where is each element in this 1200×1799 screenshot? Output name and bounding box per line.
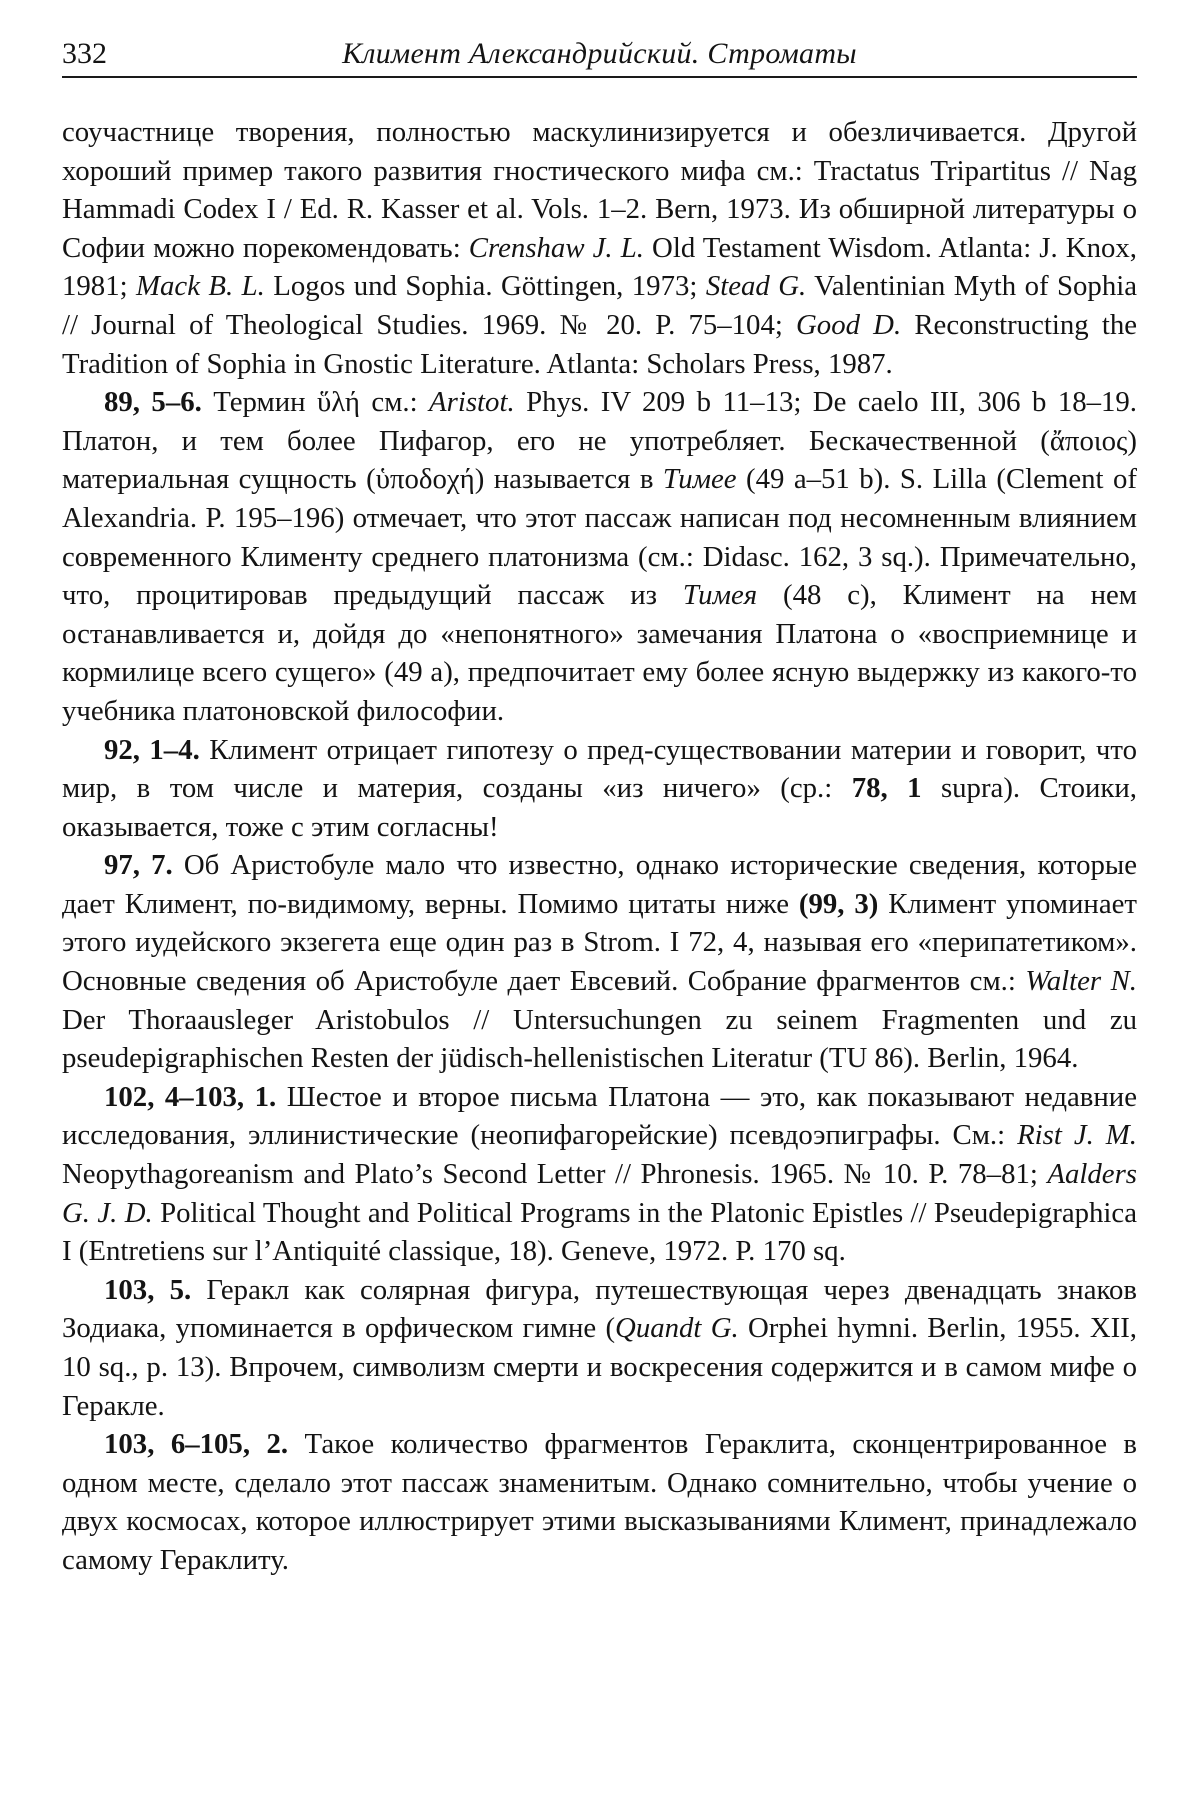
page-header xyxy=(62,30,1137,78)
text-run: Valentinian Myth of Sophia // Journal of Theological Studies. 1969. № 20. P. 75–104; xyxy=(62,270,1137,341)
author-name: Walter N. xyxy=(1025,965,1137,998)
source-citation: Aristot. xyxy=(429,386,515,419)
text-run: Phys. IV 209 b 11–13; De caelo III, 306 b 18–19. Платон, и тем более Пифагор, его не употребляет. Бескачественной (ἄποιος) материальная сущность (ὑποδοχή) называется в xyxy=(62,386,1138,496)
entry-reference: 103, 6–105, 2. xyxy=(104,1428,289,1461)
text-run: Old Testament Wisdom. Atlanta: J. Knox, 1981; xyxy=(62,231,1137,303)
text-run: (49 a–51 b). S. Lilla (Clement of Alexandria. P. 195–196) отмечает, что этот пассаж написан под несомненным влиянием современного Клименту среднего платонизма (см.: Didasc. 162, 3 sq.). Примечательно, что, процитировав предыдущий пассаж из xyxy=(62,463,1137,612)
author-name: Aalders G. J. D. xyxy=(62,1158,1137,1229)
commentary-entry-92 xyxy=(62,731,1137,847)
text-run: Logos und Sophia. Göttingen, 1973; xyxy=(264,270,706,303)
author-name: Quandt G. xyxy=(615,1312,739,1345)
cross-reference: (99, 3) xyxy=(798,887,879,920)
author-name: Crenshaw J. L. xyxy=(468,231,644,264)
entry-reference: 102, 4–103, 1. xyxy=(104,1080,277,1113)
commentary-entry-103-6 xyxy=(62,1425,1137,1579)
text-run: Neopythagoreanism and Plato’s Second Letter // Phronesis. 1965. № 10. P. 78–81; xyxy=(62,1158,1048,1191)
text-run: Orphei hymni. Berlin, 1955. XII, 10 sq., p. 13). Впрочем, символизм смерти и воскресения содержится и в самом мифе о Геракле. xyxy=(62,1312,1138,1422)
commentary-entry-97 xyxy=(62,846,1137,1078)
author-name: Mack B. L. xyxy=(136,270,265,303)
continuation-paragraph xyxy=(62,113,1137,383)
text-run: Геракл как солярная фигура, путешествующая через двенадцать знаков Зодиака, упоминается в орфическом гимне ( xyxy=(62,1273,1137,1345)
author-name: Stead G. xyxy=(705,270,807,303)
work-title: Тимея xyxy=(682,579,758,612)
cross-reference: 78, 1 xyxy=(851,772,922,805)
author-name: Rist J. M. xyxy=(1017,1119,1137,1152)
commentary-entry-103-5 xyxy=(62,1271,1137,1425)
page-number: 332 xyxy=(62,37,107,70)
text-run: Климент отрицает гипотезу о пред-существовании материи и говорит, что мир, в том числе и материя, созданы «из ничего» (ср.: xyxy=(62,733,1137,805)
commentary-text xyxy=(62,113,1137,1580)
text-run: Такое количество фрагментов Гераклита, сконцентрированное в одном месте, сделало этот пассаж знаменитым. Однако сомнительно, чтобы учение о двух космосах, которое иллюстрирует этими высказываниями Климент, принадлежало самому Гераклиту. xyxy=(62,1428,1137,1576)
work-title: Тимее xyxy=(662,463,737,496)
entry-reference: 103, 5. xyxy=(104,1273,192,1306)
text-run: соучастнице творения, полностью маскулинизируется и обезличивается. Другой хороший пример такого развития гностического мифа см.: Tractatus Tripartitus // Nag Hammadi Codex I / Ed. R. Kasser et al. Vols. 1–2. Bern, 1973. Из обширной литературы о Софии можно порекомендовать: xyxy=(62,116,1137,264)
commentary-entry-102 xyxy=(62,1078,1137,1271)
author-name: Good D. xyxy=(796,308,902,341)
text-run: supra). Стоики, оказывается, тоже с этим согласны! xyxy=(62,772,1137,843)
entry-reference: 92, 1–4. xyxy=(104,733,200,766)
text-run: Шестое и второе письма Платона — это, как показывают недавние исследования, эллинистические (неопифагорейские) псевдоэпиграфы. См.: xyxy=(62,1080,1137,1152)
commentary-entry-89 xyxy=(62,383,1137,730)
running-title: Климент Александрийский. Строматы xyxy=(342,37,857,70)
entry-reference: 97, 7. xyxy=(104,849,173,882)
text-run: Reconstructing the Tradition of Sophia in Gnostic Literature. Atlanta: Scholars Press, 1987. xyxy=(62,308,1138,380)
text-run: Der Thoraausleger Aristobulos // Untersuchungen zu seinem Fragmenten und zu pseudepigraphischen Resten der jüdisch-hellenistischen Literatur (TU 86). Berlin, 1964. xyxy=(62,1003,1137,1075)
text-run: (48 c), Климент на нем останавливается и, дойдя до «непонятного» замечания Платона о «восприемнице и кормилице всего сущего» (49 a), предпочитает ему более ясную выдержку из какого-то учебника платоновской философии. xyxy=(62,579,1137,727)
text-run: Термин ὕλή см.: xyxy=(201,386,430,419)
text-run: Климент упоминает этого иудейского экзегета еще один раз в Strom. I 72, 4, называя его «перипатетиком». Основные сведения об Аристобуле дает Евсевий. Собрание фрагментов см.: xyxy=(62,887,1137,998)
text-run: Об Аристобуле мало что известно, однако исторические сведения, которые дает Климент, по-видимому, верны. Помимо цитаты ниже xyxy=(62,849,1137,920)
entry-reference: 89, 5–6. xyxy=(104,386,202,419)
text-run: Political Thought and Political Programs in the Platonic Epistles // Pseudepigraphica I (Entretiens sur l’Antiquité classique, 18). Geneve, 1972. P. 170 sq. xyxy=(62,1196,1137,1268)
